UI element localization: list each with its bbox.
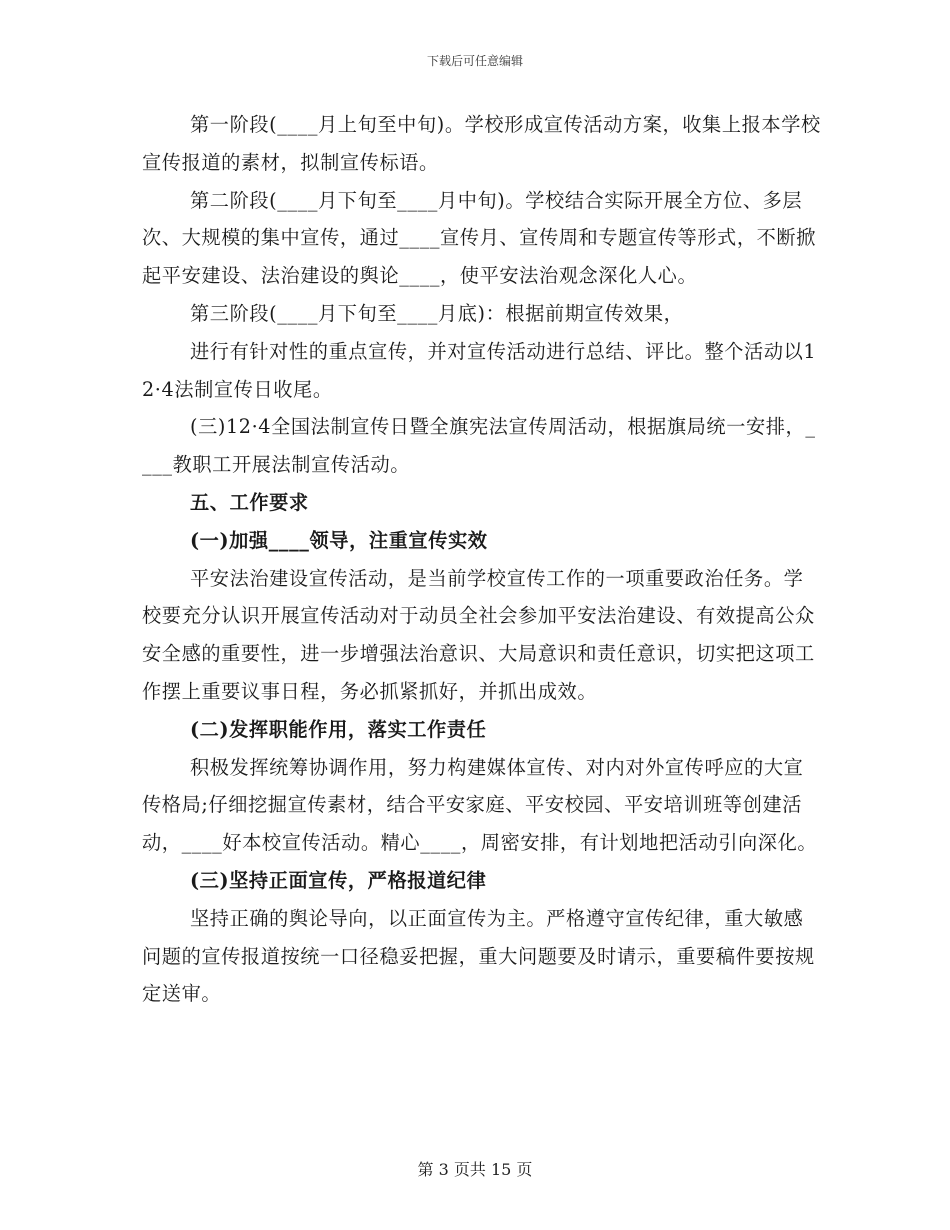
subheading-functions: (二)发挥职能作用，落实工作责任: [190, 717, 487, 741]
page-number-footer: 第 3 页共 15 页: [417, 1160, 533, 1179]
page-header-note: 下载后可任意编辑: [426, 54, 523, 68]
paragraph-leadership: 平安法治建设宣传活动，是当前学校宣传工作的一项重要政治任务。学校要充分认识开展宣传活动对于动员全社会参加平安法治建设、有效提高公众安全感的重要性，进一步增强法治意识、大局意识和责任意识，切实把这项工作摆上重要议事日程，务必抓紧抓好，并抓出成效。: [142, 566, 815, 703]
paragraph-stage-one: 第一阶段(____月上旬至中旬)。学校形成宣传活动方案，收集上报本学校宣传报道的素材，拟制宣传标语。: [142, 113, 821, 174]
subheading-leadership: (一)加强____领导，注重宣传实效: [190, 528, 488, 552]
paragraph-stage-three-continued: 进行有针对性的重点宣传，并对宣传活动进行总结、评比。整个活动以12·4法制宣传日收尾。: [142, 339, 817, 401]
paragraph-positive-publicity: 坚持正确的舆论导向，以正面宣传为主。严格遵守宣传纪律，重大敏感问题的宣传报道按统一口径稳妥把握，重大问题要及时请示，重要稿件要按规定送审。: [142, 906, 815, 1006]
paragraph-section-three: (三)12·4全国法制宣传日暨全旗宪法宣传周活动，根据旗局统一安排，____教职工开展法制宣传活动。: [142, 415, 816, 477]
paragraph-stage-two: 第二阶段(____月下旬至____月中旬)。学校结合实际开展全方位、多层次、大规模的集中宣传，通过____宣传月、宣传周和专题宣传等形式，不断掀起平安建设、法治建设的舆论____，使平安法治观念深化人心。: [142, 188, 816, 288]
document-body: [142, 106, 822, 1013]
paragraph-functions: 积极发挥统筹协调作用，努力构建媒体宣传、对内对外宣传呼应的大宣传格局;仔细挖掘宣传素材，结合平安家庭、平安校园、平安培训班等创建活动，____好本校宣传活动。精心____，周密安排，有计划地把活动引向深化。: [142, 755, 818, 855]
subheading-positive-publicity: (三)坚持正面宣传，严格报道纪律: [190, 868, 487, 892]
section-heading-work-requirements: 五、工作要求: [190, 490, 309, 514]
paragraph-stage-three: 第三阶段(____月下旬至____月底)：根据前期宣传效果，: [190, 301, 684, 325]
